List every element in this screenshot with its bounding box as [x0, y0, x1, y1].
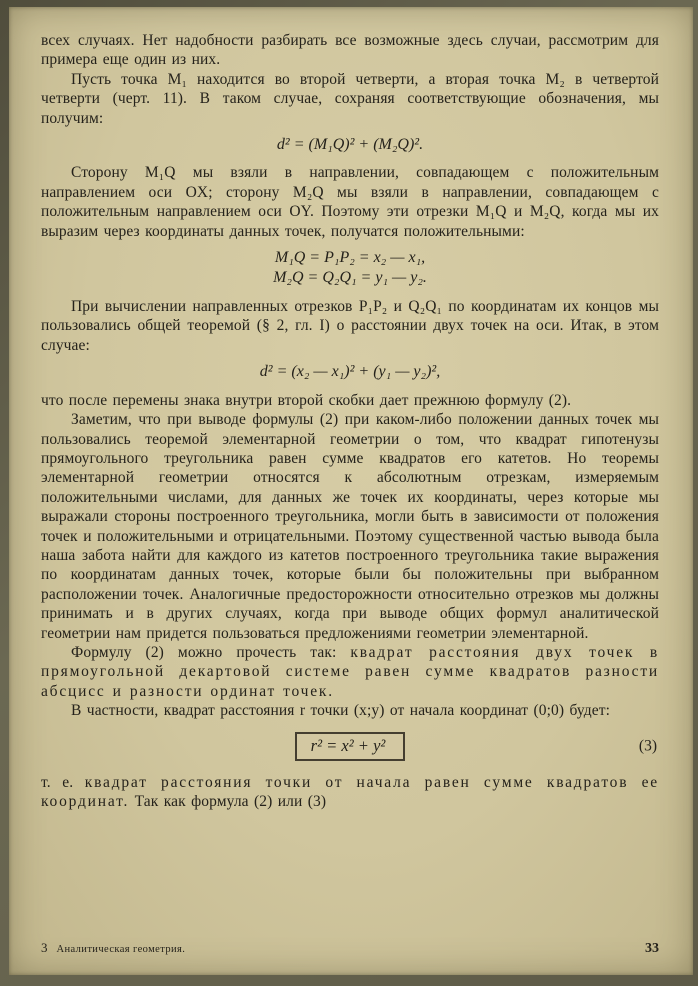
- paragraph-formula-reading: [41, 643, 659, 701]
- page-footer: [41, 928, 659, 959]
- formula-distance-squared-coords: d² = (x₂ — x₁)² + (y₁ — y₂)²,: [259, 363, 441, 381]
- paragraph-tail-text: Так как формула (2) или (3): [129, 793, 327, 811]
- equation-number: (3): [638, 737, 657, 755]
- formula-distance-squared-mq: d² = (M₁Q)² + (M₂Q)².: [276, 136, 424, 154]
- paragraph-lead-text: т. е.: [41, 774, 85, 791]
- page-body: [9, 7, 693, 975]
- signature-number: 3: [41, 939, 48, 955]
- boxed-equation-row: [41, 732, 659, 761]
- emphasized-corollary-statement: квадрат расстояния точки от начала равен сумме квадратов ее координат.: [41, 774, 659, 811]
- paragraph-directed-segments: При вычислении направленных отрезков P₁P₂ и Q₂Q₁ по координатам их концов мы пользовались общей теоремой (§ 2, гл. I) о расстоянии двух точек на оси. Итак, в этом случае:: [41, 298, 659, 354]
- paragraph-continuation: всех случаях. Нет надобности разбирать все возможные здесь случаи, рассмотрим для примера еще один из них.: [41, 32, 659, 69]
- boxed-formula-r-squared: r² = x² + y²: [295, 732, 406, 761]
- page-number: 33: [645, 940, 659, 956]
- formula-m1q: M₁Q = P₁P₂ = x₂ — x₁,: [274, 249, 426, 267]
- book-title-footnote: Аналитическая геометрия.: [56, 943, 186, 955]
- paragraph-origin-distance: В частности, квадрат расстояния r точки (x;y) от начала координат (0;0) будет:: [71, 702, 611, 720]
- formula-group-segments: [41, 248, 659, 288]
- paragraph-sign-change: что после перемены знака внутри второй скобки дает прежнюю формулу (2).: [41, 391, 572, 409]
- formula-m2q: M₂Q = Q₂Q₁ = y₁ — y₂.: [273, 269, 427, 287]
- paragraph-setup-points: Пусть точка M₁ находится во второй четверти, а вторая точка M₂ в четвертой четверти (черт. 11). В таком случае, сохраняя соответствующие обозначения, мы получим:: [41, 70, 659, 127]
- paragraph-conclusion: [41, 773, 659, 812]
- paragraph-directions-axes: Сторону M₁Q мы взяли в направлении, совпадающем с положительным направлением оси OX; сторону M₂Q мы взяли в направлении, совпадающем с положительным направлением оси OY. Поэтому эти отрезки M₁Q и M₂Q, когда мы их выразим через координаты данных точек, получатся положительными:: [41, 164, 659, 240]
- paragraph-remark-derivation: Заметим, что при выводе формулы (2) при каком-либо положении данных точек мы пользовались теоремой элементарной геометрии о том, что квадрат гипотенузы прямоугольного треугольника равен сумме квадратов его катетов. Но теоремы элементарной геометрии относятся к абсолютным отрезкам, измеряемым положительными числами, для данных же точек их координаты, через которые мы выражали стороны построенного треугольника, могли быть в зависимости от положения точек и положительными и отрицательными. Поэтому существенной частью вывода была наша забота найти для каждого из катетов построенного треугольника такие выражения по координатам данных точек, которые были бы положительны при выбранном расположении точек. Аналогичные предосторожности относительно отрезков мы должны принимать и в других случаях, когда при выводе общих формул аналитической геометрии нам придется пользоваться предложениями геометрии элементарной.: [41, 411, 659, 642]
- emphasized-theorem-statement: квадрат расстояния двух точек в прямоугольной декартовой системе равен сумме квадратов разности абсцисс и разности ординат точек.: [41, 643, 660, 700]
- paragraph-lead-text: Формулу (2) можно прочесть так:: [71, 643, 351, 661]
